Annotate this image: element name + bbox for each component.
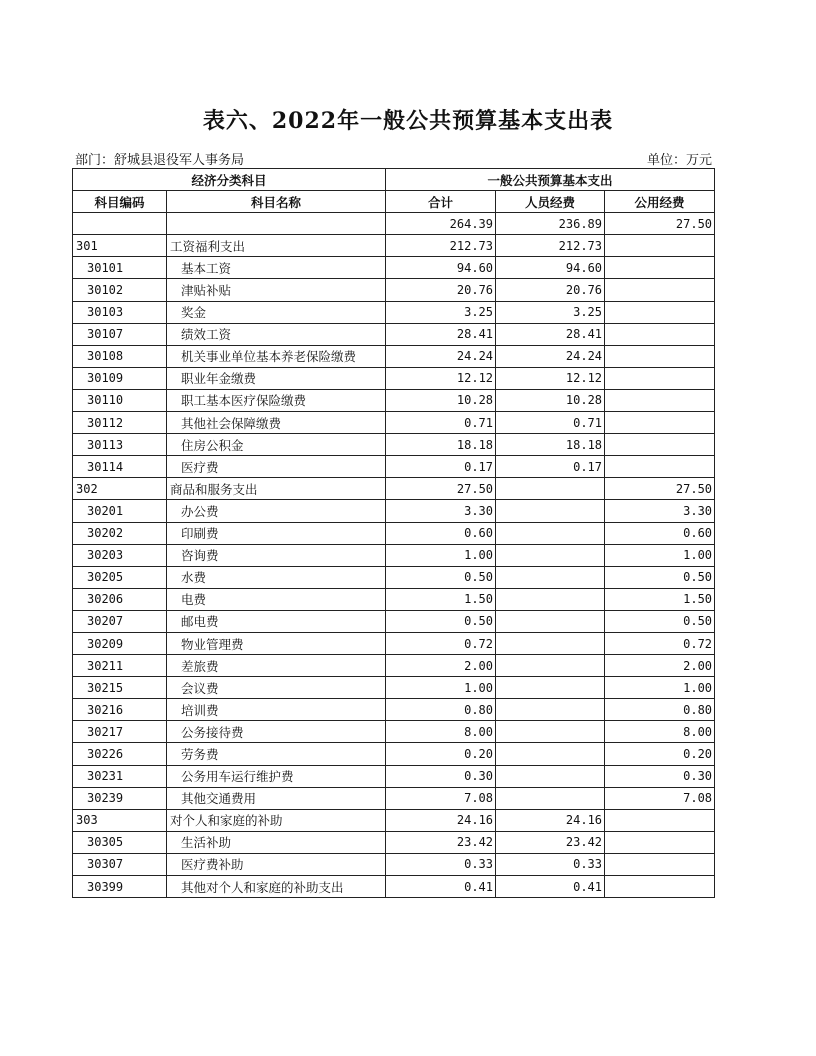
cell-personnel <box>496 632 605 654</box>
cell-code: 30209 <box>73 632 167 654</box>
cell-personnel <box>496 588 605 610</box>
cell-code: 30215 <box>73 677 167 699</box>
cell-name: 机关事业单位基本养老保险缴费 <box>167 345 386 367</box>
cell-name: 咨询费 <box>167 544 386 566</box>
cell-name: 物业管理费 <box>167 632 386 654</box>
cell-total: 23.42 <box>386 831 496 853</box>
cell-code: 30112 <box>73 412 167 434</box>
table-row <box>73 566 715 588</box>
table-row <box>73 522 715 544</box>
cell-personnel: 0.33 <box>496 853 605 875</box>
cell-personnel <box>496 522 605 544</box>
cell-total: 0.72 <box>386 632 496 654</box>
cell-personnel <box>496 610 605 632</box>
table-row <box>73 434 715 456</box>
cell-public: 1.00 <box>605 677 715 699</box>
cell-total: 0.33 <box>386 853 496 875</box>
cell-code: 30305 <box>73 831 167 853</box>
cell-public: 27.50 <box>605 213 715 235</box>
cell-total: 1.00 <box>386 677 496 699</box>
cell-code: 303 <box>73 809 167 831</box>
cell-total: 0.30 <box>386 765 496 787</box>
cell-name: 职工基本医疗保险缴费 <box>167 389 386 411</box>
table-row <box>73 323 715 345</box>
cell-public <box>605 301 715 323</box>
cell-public <box>605 389 715 411</box>
cell-code <box>73 213 167 235</box>
cell-code: 30206 <box>73 588 167 610</box>
cell-name: 其他对个人和家庭的补助支出 <box>167 876 386 898</box>
department-label: 部门：舒城县退役军人事务局 <box>75 153 245 168</box>
cell-public: 0.72 <box>605 632 715 654</box>
cell-name: 其他社会保障缴费 <box>167 412 386 434</box>
cell-name: 绩效工资 <box>167 323 386 345</box>
cell-total: 8.00 <box>386 721 496 743</box>
table-row <box>73 257 715 279</box>
cell-name: 对个人和家庭的补助 <box>167 809 386 831</box>
cell-name: 公务用车运行维护费 <box>167 765 386 787</box>
table-row <box>73 765 715 787</box>
table-row <box>73 876 715 898</box>
table-row <box>73 831 715 853</box>
cell-personnel: 28.41 <box>496 323 605 345</box>
cell-total: 24.16 <box>386 809 496 831</box>
cell-public <box>605 412 715 434</box>
cell-personnel: 212.73 <box>496 235 605 257</box>
table-row <box>73 367 715 389</box>
cell-personnel <box>496 677 605 699</box>
cell-personnel: 23.42 <box>496 831 605 853</box>
cell-public: 0.30 <box>605 765 715 787</box>
cell-public <box>605 831 715 853</box>
cell-personnel <box>496 655 605 677</box>
table-row <box>73 235 715 257</box>
cell-personnel: 3.25 <box>496 301 605 323</box>
table-row <box>73 721 715 743</box>
cell-total: 1.00 <box>386 544 496 566</box>
cell-personnel: 0.17 <box>496 456 605 478</box>
table-row <box>73 544 715 566</box>
cell-total: 94.60 <box>386 257 496 279</box>
cell-name: 医疗费 <box>167 456 386 478</box>
cell-total: 0.41 <box>386 876 496 898</box>
cell-personnel: 0.71 <box>496 412 605 434</box>
table-row <box>73 500 715 522</box>
header-code: 科目编码 <box>73 191 167 213</box>
cell-code: 30113 <box>73 434 167 456</box>
cell-public: 0.80 <box>605 699 715 721</box>
cell-code: 30103 <box>73 301 167 323</box>
header-total: 合计 <box>386 191 496 213</box>
cell-public <box>605 279 715 301</box>
table-header <box>73 169 715 213</box>
cell-code: 30109 <box>73 367 167 389</box>
header-basic-expenditure: 一般公共预算基本支出 <box>386 169 715 191</box>
cell-public <box>605 257 715 279</box>
cell-name: 水费 <box>167 566 386 588</box>
cell-personnel: 24.24 <box>496 345 605 367</box>
cell-personnel: 24.16 <box>496 809 605 831</box>
table-row <box>73 809 715 831</box>
cell-public: 27.50 <box>605 478 715 500</box>
table-row <box>73 301 715 323</box>
cell-total: 24.24 <box>386 345 496 367</box>
cell-public <box>605 456 715 478</box>
cell-total: 0.20 <box>386 743 496 765</box>
cell-code: 30107 <box>73 323 167 345</box>
cell-total: 12.12 <box>386 367 496 389</box>
cell-code: 30202 <box>73 522 167 544</box>
cell-personnel <box>496 721 605 743</box>
cell-code: 30207 <box>73 610 167 632</box>
cell-personnel: 20.76 <box>496 279 605 301</box>
cell-name: 职业年金缴费 <box>167 367 386 389</box>
cell-name: 住房公积金 <box>167 434 386 456</box>
cell-code: 30307 <box>73 853 167 875</box>
cell-public: 0.50 <box>605 566 715 588</box>
cell-personnel <box>496 787 605 809</box>
table-row <box>73 610 715 632</box>
header-name: 科目名称 <box>167 191 386 213</box>
cell-public <box>605 809 715 831</box>
cell-code: 30201 <box>73 500 167 522</box>
cell-public <box>605 345 715 367</box>
cell-personnel: 10.28 <box>496 389 605 411</box>
cell-personnel: 94.60 <box>496 257 605 279</box>
cell-name: 津贴补贴 <box>167 279 386 301</box>
table-row <box>73 456 715 478</box>
cell-name: 奖金 <box>167 301 386 323</box>
cell-code: 30211 <box>73 655 167 677</box>
table-row <box>73 677 715 699</box>
cell-name: 生活补助 <box>167 831 386 853</box>
cell-code: 30101 <box>73 257 167 279</box>
cell-code: 30226 <box>73 743 167 765</box>
cell-public: 1.00 <box>605 544 715 566</box>
header-public: 公用经费 <box>605 191 715 213</box>
table-row <box>73 699 715 721</box>
cell-public <box>605 853 715 875</box>
cell-total: 3.25 <box>386 301 496 323</box>
cell-code: 30216 <box>73 699 167 721</box>
table-row <box>73 279 715 301</box>
cell-public <box>605 367 715 389</box>
cell-public: 2.00 <box>605 655 715 677</box>
table-body <box>73 213 715 898</box>
cell-code: 301 <box>73 235 167 257</box>
cell-name: 培训费 <box>167 699 386 721</box>
cell-total: 27.50 <box>386 478 496 500</box>
cell-total: 3.30 <box>386 500 496 522</box>
cell-personnel: 12.12 <box>496 367 605 389</box>
cell-total: 1.50 <box>386 588 496 610</box>
cell-code: 30102 <box>73 279 167 301</box>
cell-public: 0.50 <box>605 610 715 632</box>
header-column-row <box>73 191 715 213</box>
cell-code: 30110 <box>73 389 167 411</box>
cell-total: 0.71 <box>386 412 496 434</box>
cell-code: 30108 <box>73 345 167 367</box>
cell-code: 30231 <box>73 765 167 787</box>
table-row <box>73 655 715 677</box>
cell-public <box>605 323 715 345</box>
cell-name: 其他交通费用 <box>167 787 386 809</box>
cell-public: 0.20 <box>605 743 715 765</box>
cell-personnel <box>496 566 605 588</box>
cell-total: 264.39 <box>386 213 496 235</box>
cell-code: 30217 <box>73 721 167 743</box>
cell-code: 30205 <box>73 566 167 588</box>
table-row <box>73 345 715 367</box>
cell-total: 18.18 <box>386 434 496 456</box>
cell-name: 公务接待费 <box>167 721 386 743</box>
cell-total: 10.28 <box>386 389 496 411</box>
header-group-row <box>73 169 715 191</box>
cell-total: 0.60 <box>386 522 496 544</box>
cell-public <box>605 434 715 456</box>
cell-name: 电费 <box>167 588 386 610</box>
cell-name: 会议费 <box>167 677 386 699</box>
cell-name: 印刷费 <box>167 522 386 544</box>
header-economic-classification: 经济分类科目 <box>73 169 386 191</box>
cell-total: 0.17 <box>386 456 496 478</box>
cell-total: 28.41 <box>386 323 496 345</box>
cell-total: 20.76 <box>386 279 496 301</box>
cell-personnel: 0.41 <box>496 876 605 898</box>
cell-personnel <box>496 743 605 765</box>
table-row <box>73 213 715 235</box>
cell-personnel <box>496 478 605 500</box>
cell-name: 商品和服务支出 <box>167 478 386 500</box>
cell-public: 0.60 <box>605 522 715 544</box>
cell-personnel <box>496 699 605 721</box>
table-row <box>73 588 715 610</box>
cell-public: 7.08 <box>605 787 715 809</box>
cell-public: 3.30 <box>605 500 715 522</box>
cell-code: 30203 <box>73 544 167 566</box>
cell-total: 212.73 <box>386 235 496 257</box>
table-row <box>73 389 715 411</box>
cell-name: 办公费 <box>167 500 386 522</box>
cell-name: 医疗费补助 <box>167 853 386 875</box>
cell-code: 302 <box>73 478 167 500</box>
cell-name: 邮电费 <box>167 610 386 632</box>
cell-public <box>605 235 715 257</box>
cell-total: 7.08 <box>386 787 496 809</box>
cell-public <box>605 876 715 898</box>
table-row <box>73 853 715 875</box>
cell-name: 劳务费 <box>167 743 386 765</box>
cell-personnel <box>496 544 605 566</box>
table-row <box>73 632 715 654</box>
table-row <box>73 412 715 434</box>
cell-personnel: 18.18 <box>496 434 605 456</box>
table-row <box>73 743 715 765</box>
budget-table <box>72 168 715 898</box>
cell-name <box>167 213 386 235</box>
cell-total: 2.00 <box>386 655 496 677</box>
cell-name: 基本工资 <box>167 257 386 279</box>
page-title: 表六、2022年一般公共预算基本支出表 <box>202 108 614 134</box>
cell-name: 工资福利支出 <box>167 235 386 257</box>
cell-total: 0.80 <box>386 699 496 721</box>
cell-total: 0.50 <box>386 566 496 588</box>
cell-public: 1.50 <box>605 588 715 610</box>
cell-code: 30114 <box>73 456 167 478</box>
header-personnel: 人员经费 <box>496 191 605 213</box>
cell-personnel: 236.89 <box>496 213 605 235</box>
cell-name: 差旅费 <box>167 655 386 677</box>
cell-total: 0.50 <box>386 610 496 632</box>
cell-personnel <box>496 500 605 522</box>
cell-code: 30239 <box>73 787 167 809</box>
cell-code: 30399 <box>73 876 167 898</box>
table-row <box>73 478 715 500</box>
unit-label: 单位：万元 <box>646 153 712 168</box>
cell-personnel <box>496 765 605 787</box>
table-row <box>73 787 715 809</box>
cell-public: 8.00 <box>605 721 715 743</box>
